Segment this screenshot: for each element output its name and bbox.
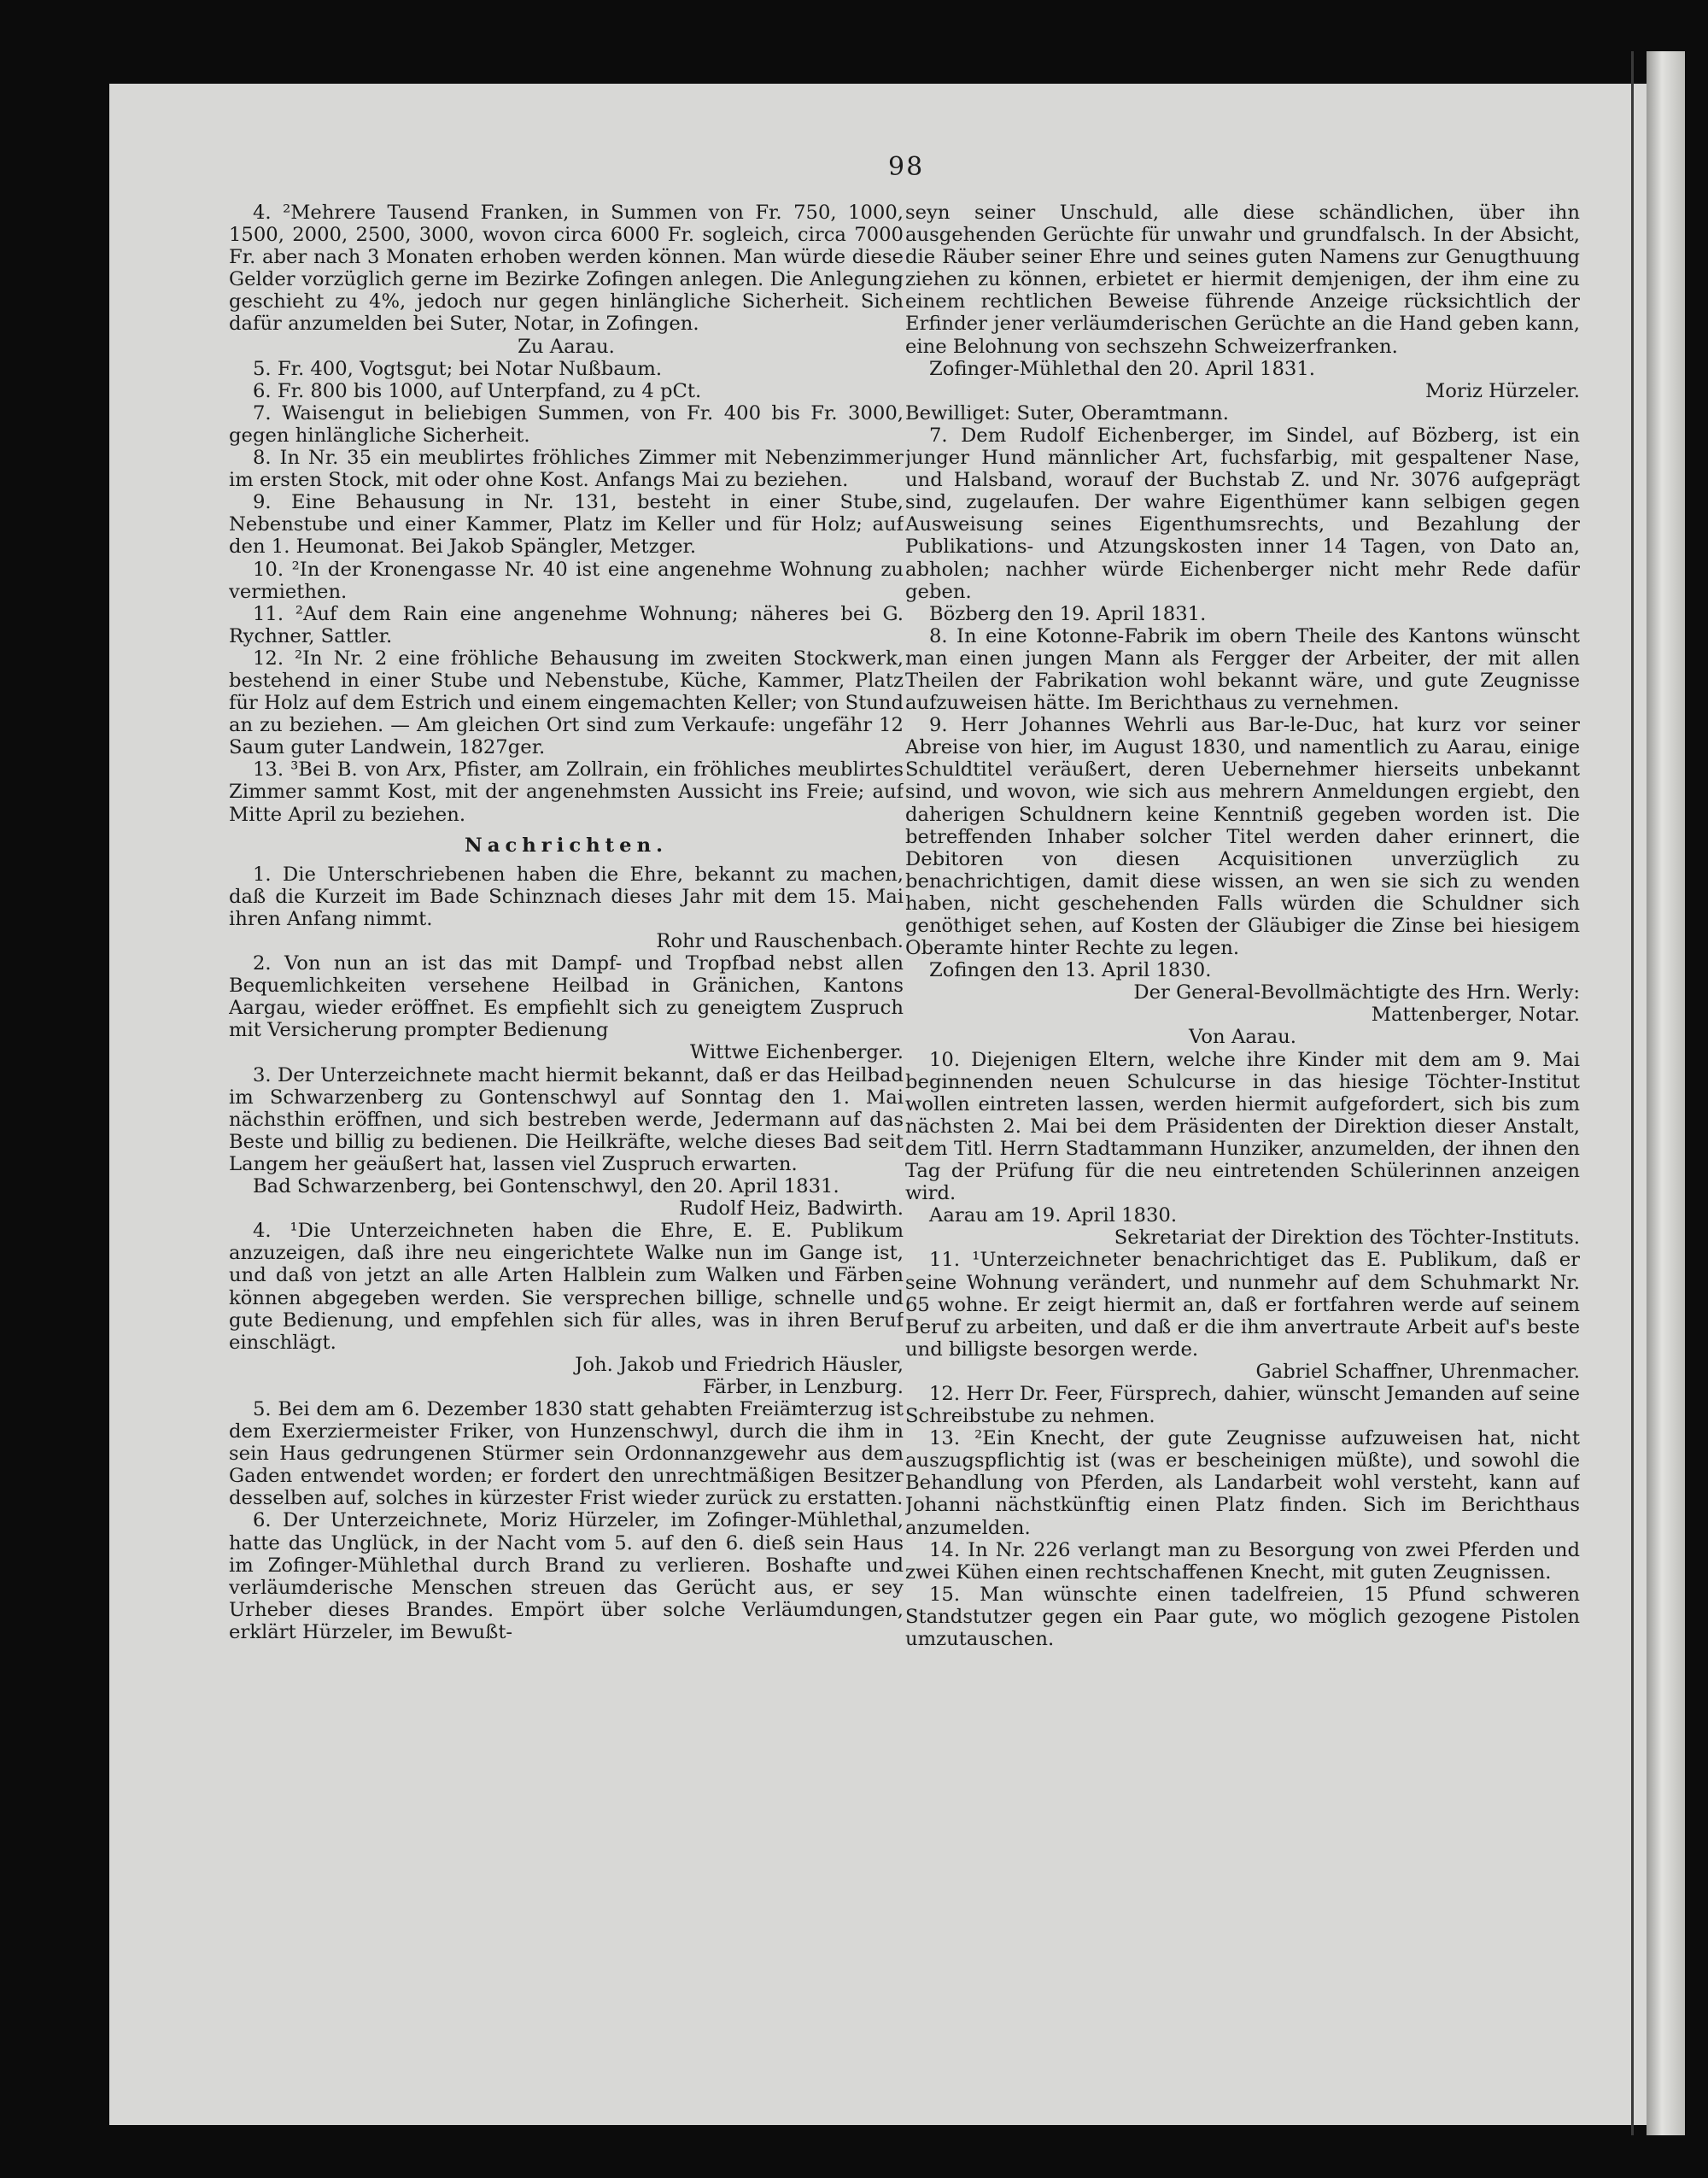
paragraph-p9: 9. Eine Behausung in Nr. 131, besteht in einer Stube, Nebenstube und einer Kammer, Platz im Keller und für Holz; auf den 1. Heumonat. Bei Jakob Spängler, Metzger. [229, 491, 904, 559]
paragraph-nachrichten: Nachrichten. [465, 834, 668, 857]
paragraph-p12: 12. ²In Nr. 2 eine fröhliche Behausung im zweiten Stockwerk, bestehend in einer Stube und Nebenstube, Küche, Kammer, Platz für Holz auf dem Estrich und einem eingemachten Keller; von Stund an zu beziehen. — Am gleichen Ort sind zum Verkaufe: ungefähr 12 Saum guter Landwein, 1827ger. [229, 647, 904, 759]
paragraph-n3d: Bad Schwarzenberg, bei Gontenschwyl, den 20. April 1831. [253, 1175, 839, 1198]
page-number: 98 [888, 152, 925, 182]
paragraph-p4: 4. ²Mehrere Tausend Franken, in Summen von Fr. 750, 1000, 1500, 2000, 2500, 3000, wovon circa 6000 Fr. sogleich, circa 7000 Fr. aber nach 3 Monaten erhoben werden können. Man würde diese Gelder vorzüglich gerne im Bezirke Zofingen anlegen. Die Anlegung geschieht zu 4%, jedoch nur gegen hinlängliche Sicherheit. Sich dafür anzumelden bei Suter, Notar, in Zofingen. [229, 202, 904, 336]
paragraph-p7: 7. Waisengut in beliebigen Summen, von Fr. 400 bis Fr. 3000, gegen hinlängliche Sicherheit. [229, 401, 904, 447]
paragraph-von_aarau: Von Aarau. [1189, 1026, 1296, 1049]
paragraph-r9s2: Mattenberger, Notar. [1371, 1004, 1580, 1027]
paragraph-r13: 13. ²Ein Knecht, der gute Zeugnisse aufzuweisen hat, nicht auszugspflichtig ist (was er bescheinigen müßte), und sowohl die Behandlung von Pferden, als Landarbeit wohl versteht, kann auf Johanni nächstkünftig einen Platz finden. Sich im Berichthaus anzumelden. [905, 1427, 1580, 1539]
page-edge [1647, 51, 1685, 2135]
paragraph-n2: 2. Von nun an ist das mit Dampf- und Tropfbad nebst allen Bequemlichkeiten versehene Heilbad in Gränichen, Kantons Aargau, wieder eröffnet. Es empfiehlt sich zu geneigtem Zuspruch mit Versicherung prompter Bedienung [229, 952, 904, 1042]
paragraph-n2s: Wittwe Eichenberger. [690, 1041, 904, 1064]
paragraph-n4s2: Färber, in Lenzburg. [702, 1375, 904, 1398]
paragraph-r14: 14. In Nr. 226 verlangt man zu Besorgung von zwei Pferden und zwei Kühen einen rechtschaffenen Knecht, mit guten Zeugnissen. [905, 1538, 1580, 1584]
paragraph-p13: 13. ³Bei B. von Arx, Pfister, am Zollrain, ein fröhliches meublirtes Zimmer sammt Kost, mit der angenehmsten Aussicht ins Freie; auf Mitte April zu beziehen. [229, 758, 904, 826]
paragraph-p8: 8. In Nr. 35 ein meublirtes fröhliches Zimmer mit Nebenzimmer im ersten Stock, mit oder ohne Kost. Anfangs Mai zu beziehen. [229, 447, 904, 492]
paragraph-n1s: Rohr und Rauschenbach. [656, 930, 904, 952]
paragraph-r7d: Bözberg den 19. April 1831. [929, 602, 1207, 625]
paragraph-n6: 6. Der Unterzeichnete, Moriz Hürzeler, im Zofinger-Mühlethal, hatte das Unglück, in der Nacht vom 5. auf den 6. dieß sein Haus im Zofinger-Mühlethal durch Brand zu verlieren. Boshafte und verläumderische Menschen streuen das Gerücht aus, er sey Urheber dieses Brandes. Empört über solche Verläumdungen, erklärt Hürzeler, im Bewußt- [229, 1509, 904, 1643]
paragraph-p11: 11. ²Auf dem Rain eine angenehme Wohnung; näheres bei G. Rychner, Sattler. [229, 602, 904, 647]
paragraph-r9: 9. Herr Johannes Wehrli aus Bar-le-Duc, hat kurz vor seiner Abreise von hier, im August 1830, und namentlich zu Aarau, einige Schuldtitel veräußert, deren Uebernehmer hierseits unbekannt sind, und wovon, wie sich aus mehrern Anmeldungen ergiebt, den daherigen Schuldnern keine Kenntniß gegeben worden ist. Die betreffenden Inhaber solcher Titel werden daher erinnert, die Debitoren von diesen Acquisitionen unverzüglich zu benachrichtigen, damit diese wissen, an wen sie sich zu wenden haben, nicht geschehenden Falls würden die Schuldner sich genöthiget sehen, auf Kosten der Gläubiger die Zinse bei hiesigem Oberamte hinter Rechte zu legen. [905, 714, 1580, 960]
left-column [229, 202, 904, 2046]
right-column [905, 202, 1580, 2046]
paragraph-r8: 8. In eine Kotonne-Fabrik im obern Theile des Kantons wünscht man einen jungen Mann als Fergger der Arbeiter, der mit allen Theilen der Fabrikation wohl bekannt wäre, und gute Zeugnisse aufzuweisen hätte. Im Berichthaus zu vernehmen. [905, 624, 1580, 715]
paragraph-p6: 6. Fr. 800 bis 1000, auf Unterpfand, zu 4 pCt. [253, 379, 702, 402]
paragraph-r7: 7. Dem Rudolf Eichenberger, im Sindel, auf Bözberg, ist ein junger Hund männlicher Art, fuchsfarbig, mit gespaltener Nase, und Halsband, worauf der Buchstab Z. und Nr. 3076 aufgeprägt sind, zugelaufen. Der wahre Eigenthümer kann selbigen gegen Ausweisung seines Eigenthumsrechts, und Bezahlung der Publikations- und Atzungskosten inner 14 Tagen, von Dato an, abholen; nachher würde Eichenberger nicht mehr Rede dafür geben. [905, 424, 1580, 603]
paragraph-n4: 4. ¹Die Unterzeichneten haben die Ehre, E. E. Publikum anzuzeigen, daß ihre neu eingerichtete Walke nun im Gange ist, und daß von jetzt an alle Arten Halblein zum Walken und Färben können abgegeben werden. Sie versprechen billige, schnelle und gute Bedienung, und empfehlen sich für alles, was in ihren Beruf einschlägt. [229, 1220, 904, 1354]
paragraph-r9d: Zofingen den 13. April 1830. [929, 959, 1212, 982]
paragraph-r12: 12. Herr Dr. Feer, Fürsprech, dahier, wünscht Jemanden auf seine Schreibstube zu nehmen. [905, 1382, 1580, 1428]
paragraph-p10: 10. ²In der Kronengasse Nr. 40 ist eine angenehme Wohnung zu vermiethen. [229, 558, 904, 603]
paragraph-p5: 5. Fr. 400, Vogtsgut; bei Notar Nußbaum. [253, 357, 663, 380]
paragraph-r10: 10. Diejenigen Eltern, welche ihre Kinder mit dem am 9. Mai beginnenden neuen Schulcurse in das hiesige Töchter-Institut wollen eintreten lassen, werden hiermit aufgefordert, sich bis zum nächsten 2. Mai bei dem Präsidenten der Direktion dieser Anstalt, dem Titl. Herrn Stadtammann Hunziker, anzumelden, der ihnen den Tag der Prüfung für die neu eintretenden Schülerinnen anzeigen wird. [905, 1048, 1580, 1205]
paragraph-r10s: Sekretariat der Direktion des Töchter-Instituts. [1114, 1227, 1580, 1250]
paragraph-r0: seyn seiner Unschuld, alle diese schändlichen, über ihn ausgehenden Gerüchte für unwahr und grundfalsch. In der Absicht, die Räuber seiner Ehre und seines guten Namens zur Genugthuung ziehen zu können, erbietet er hiermit demjenigen, der ihm eine zu einem rechtlichen Beweise führende Anzeige rücksichtlich der Erfinder jener verläumderischen Gerüchte an die Hand geben kann, eine Belohnung von sechszehn Schweizerfranken. [905, 202, 1580, 358]
paragraph-zu_aarau: Zu Aarau. [518, 335, 615, 358]
paragraph-n4s1: Joh. Jakob und Friedrich Häusler, [575, 1353, 904, 1376]
paragraph-r15: 15. Man wünschte einen tadelfreien, 15 Pfund schweren Standstutzer gegen ein Paar gute, wo möglich gezogene Pistolen umzutauschen. [905, 1583, 1580, 1650]
gutter-line [1631, 51, 1634, 2135]
paragraph-n1: 1. Die Unterschriebenen haben die Ehre, bekannt zu machen, daß die Kurzeit im Bade Schinznach dieses Jahr mit dem 15. Mai ihren Anfang nimmt. [229, 863, 904, 930]
paragraph-r10d: Aarau am 19. April 1830. [929, 1204, 1178, 1227]
paragraph-r9s1: Der General-Bevollmächtigte des Hrn. Werly: [1133, 981, 1580, 1004]
paragraph-n3: 3. Der Unterzeichnete macht hiermit bekannt, daß er das Heilbad im Schwarzenberg zu Gontenschwyl auf Sonntag den 1. Mai nächsthin eröffnen, und sich bestreben werde, Jedermann auf das Beste und billig zu bedienen. Die Heilkräfte, welche dieses Bad seit Langem her geäußert hat, lassen viel Zuspruch erwarten. [229, 1063, 904, 1175]
paragraph-r0b: Bewilliget: Suter, Oberamtmann. [905, 401, 1229, 424]
paragraph-r0d: Zofinger-Mühlethal den 20. April 1831. [929, 357, 1315, 380]
paragraph-r0s: Moriz Hürzeler. [1424, 379, 1580, 402]
paragraph-n3s: Rudolf Heiz, Badwirth. [679, 1197, 904, 1221]
paragraph-r11s: Gabriel Schaffner, Uhrenmacher. [1255, 1360, 1580, 1383]
paragraph-r11: 11. ¹Unterzeichneter benachrichtiget das E. Publikum, daß er seine Wohnung verändert, und nunmehr auf dem Schuhmarkt Nr. 65 wohne. Er zeigt hiermit an, daß er fortfahren werde auf seinem Beruf zu arbeiten, und daß er die ihm anvertraute Arbeit auf's beste und billigste besorgen werde. [905, 1249, 1580, 1361]
paragraph-n5: 5. Bei dem am 6. Dezember 1830 statt gehabten Freiämterzug ist dem Exerziermeister Friker, von Hunzenschwyl, durch die ihm in sein Haus gedrungenen Stürmer sein Ordonnanzgewehr aus dem Gaden entwendet worden; er fordert den unrechtmäßigen Besitzer desselben auf, solches in kürzester Frist wieder zurück zu erstatten. [229, 1397, 904, 1510]
